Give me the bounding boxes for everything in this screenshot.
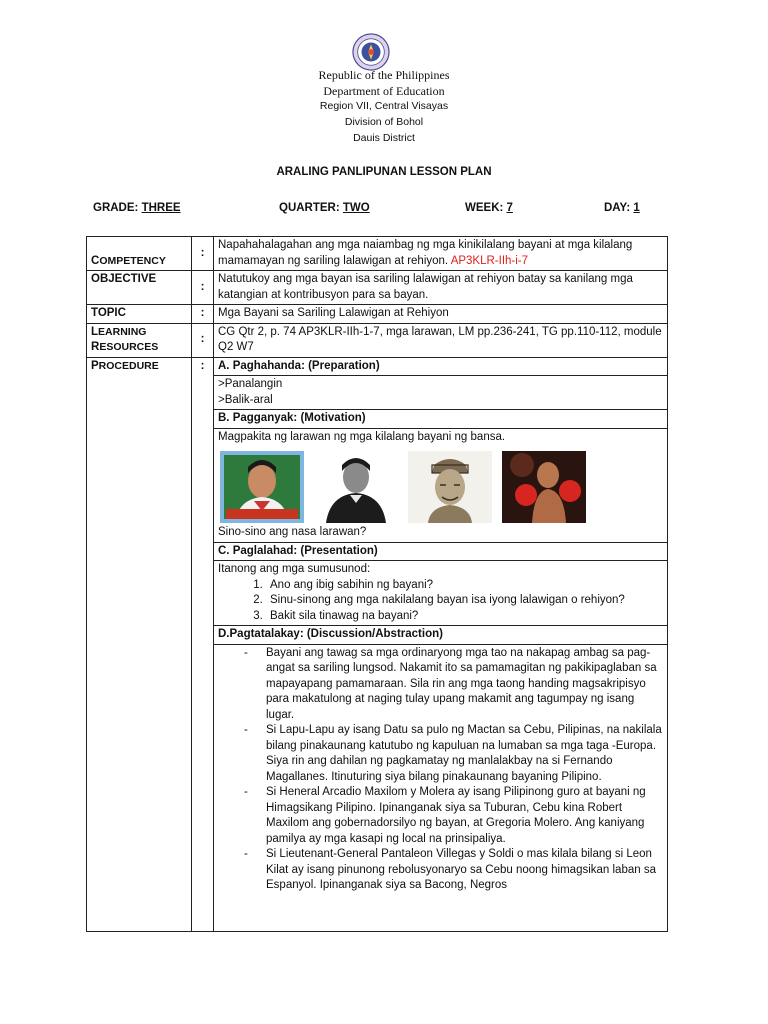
week-label: WEEK: — [465, 202, 504, 214]
day-label: DAY: — [604, 202, 631, 214]
procedure-c-title: C. Paglalahad: (Presentation) — [214, 542, 668, 561]
procedure-a-title: A. Paghahanda: (Preparation) — [214, 357, 668, 376]
procedure-b-body — [214, 428, 668, 542]
colon: : — [192, 357, 214, 931]
topic-text: Mga Bayani sa Sariling Lalawigan at Rehiyon — [214, 305, 668, 324]
row-competency — [87, 237, 668, 271]
procedure-d-title: D.Pagtatalakay: (Discussion/Abstraction) — [214, 626, 668, 645]
pacquiao-boxing-image — [502, 451, 586, 523]
list-item: - Si Lieutenant-General Pantaleon Villegas y Soldi o mas kilala bilang si Leon Kilat ay isang pinunong rebolusyonaryo sa Cebu noong himagsikan laban sa Espanyol. Ipinanganak siya sa Bacong, Negros — [266, 847, 663, 894]
procedure-d-body — [214, 644, 668, 931]
header-republic: Republic of the Philippines — [318, 68, 450, 82]
list-item: >Balik-aral — [218, 393, 273, 406]
colon: : — [192, 323, 214, 357]
colon: : — [192, 305, 214, 324]
list-item: >Panalangin — [218, 378, 283, 390]
resources-label: LEARNING RESOURCES — [87, 323, 192, 357]
grade-label: GRADE: — [93, 202, 139, 214]
competency-code: AP3KLR-IIh-i-7 — [450, 254, 529, 267]
list-item: - Bayani ang tawag sa mga ordinaryong mga tao na nakapag ambag sa pag-angat sa sariling lungsod. Nakamit ito sa pamamagitan ng pakikipaglaban sa mapayapang pamamaraan. Sila rin ang mga taong handing magsakripisyo para makatulong at naging tulay upang makamit ang tagumpay ng isang lugar. — [266, 646, 663, 724]
list-item: 2. Sinu-sinong ang mga nakilalang bayan isa iyong lalawigan o rehiyon? — [266, 593, 663, 609]
deped-seal-icon — [352, 33, 390, 71]
row-topic — [87, 305, 668, 324]
rizal-portrait-image — [314, 451, 398, 523]
procedure-d-list — [218, 646, 663, 894]
resources-text: CG Qtr 2, p. 74 AP3KLR-IIh-1-7, mga larawan, LM pp.236-241, TG pp.110-112, module Q2 W7 — [214, 323, 668, 357]
row-objective — [87, 271, 668, 305]
quarter-value: TWO — [342, 202, 370, 214]
colon: : — [192, 271, 214, 305]
header-division: Division of Bohol — [344, 116, 424, 128]
meta-grade — [93, 202, 181, 214]
meta-day — [604, 202, 640, 214]
lapulapu-engraving-image — [408, 451, 492, 523]
quarter-label: QUARTER: — [279, 202, 340, 214]
hero-pictures — [218, 445, 663, 525]
topic-label: TOPIC — [87, 305, 192, 324]
colon: : — [192, 237, 214, 271]
procedure-a-items — [214, 376, 668, 410]
list-item: 3. Bakit sila tinawag na bayani? — [266, 609, 663, 625]
header-district: Dauis District — [353, 132, 415, 144]
procedure-b-text: Magpakita ng larawan ng mga kilalang bayani ng bansa. — [218, 430, 506, 443]
procedure-b-title: B. Pagganyak: (Motivation) — [214, 410, 668, 429]
lesson-plan-title: ARALING PANLIPUNAN LESSON PLAN — [276, 166, 492, 178]
meta-quarter — [279, 202, 370, 214]
header-department: Department of Education — [323, 84, 445, 98]
row-procedure-a — [87, 357, 668, 376]
list-item: 1. Ano ang ibig sabihin ng bayani? — [266, 578, 663, 594]
grade-value: THREE — [141, 202, 181, 214]
competency-label: COMPETENCY — [87, 237, 192, 271]
procedure-label: PROCEDURE — [87, 357, 192, 931]
objective-label: OBJECTIVE — [87, 271, 192, 305]
week-value: 7 — [506, 202, 513, 214]
lesson-plan-table — [86, 236, 668, 932]
list-item: - Si Lapu-Lapu ay isang Datu sa pulo ng Mactan sa Cebu, Pilipinas, na nakilala bilang pinakaunang katutubo ng kapuluan na lumaban sa mga taga -Europa. Siya rin ang dahilan ng pagkamatay ng manlalakbay na si Fernando Magallanes. Itinuturing siya bilang pinakaunang bayaning Pilipino. — [266, 723, 663, 785]
competency-text: Napahahalagahan ang mga naiambag ng mga kinikilalang bayani at mga kilalang mamamayan ng sariling lalawigan at rehiyon. AP3KLR-IIh-i-7 — [214, 237, 668, 271]
procedure-c-text: Itanong ang mga sumusunod: — [218, 563, 371, 575]
row-resources — [87, 323, 668, 357]
bonifacio-portrait-image — [220, 451, 304, 523]
objective-text: Natutukoy ang mga bayan isa sariling lalawigan at rehiyon batay sa kanilang mga katangian at kontribusyon para sa bayan. — [214, 271, 668, 305]
procedure-c-questions — [218, 578, 663, 625]
meta-week — [465, 202, 513, 214]
procedure-c-body — [214, 561, 668, 626]
list-item: - Si Heneral Arcadio Maxilom y Molera ay isang Pilipinong guro at bayani ng Himagsikang Pilipino. Ipinanganak siya sa Tuburan, Cebu kina Robert Maxilom ang gobernadorsilyo ng bayan, at Gregoria Molero. Ang kaniyang pamilya ay mga kasapi ng local na prinsipaliya. — [266, 785, 663, 847]
header-region: Region VII, Central Visayas — [319, 100, 449, 112]
day-value: 1 — [633, 202, 640, 214]
procedure-b-question: Sino-sino ang nasa larawan? — [218, 526, 367, 538]
